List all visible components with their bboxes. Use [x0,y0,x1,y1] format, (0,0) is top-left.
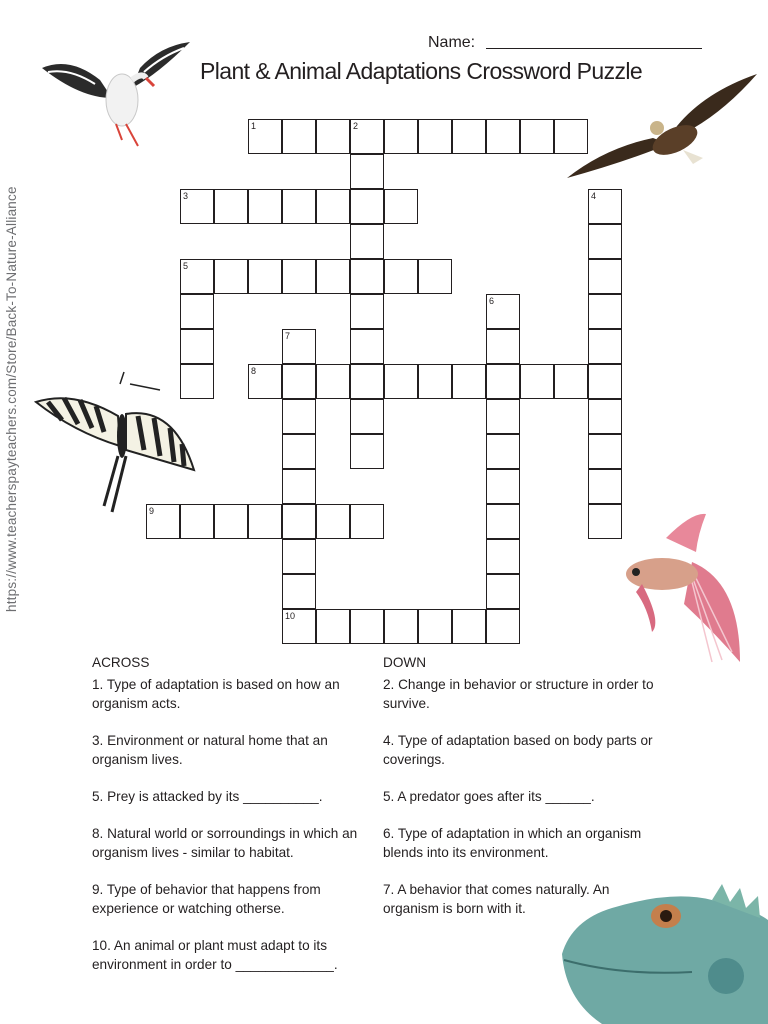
grid-cell[interactable] [452,609,486,644]
grid-cell[interactable] [350,329,384,364]
clue-number: 8 [251,366,257,376]
down-clue-2: 2. Change in behavior or structure in order to survive. [383,677,654,711]
grid-cell[interactable] [486,609,520,644]
across-heading: ACROSS [92,655,150,670]
grid-cell[interactable] [282,119,316,154]
grid-cell[interactable] [418,609,452,644]
grid-cell[interactable] [588,259,622,294]
grid-cell[interactable] [350,224,384,259]
grid-cell[interactable] [350,434,384,469]
across-clue-1: 1. Type of adaptation is based on how an organism acts. [92,677,340,711]
grid-cell[interactable] [282,399,316,434]
grid-cell[interactable] [486,399,520,434]
clue-number: 3 [183,191,189,201]
clue-number: 4 [591,191,597,201]
grid-cell[interactable] [316,609,350,644]
grid-cell[interactable] [588,399,622,434]
grid-cell[interactable] [282,574,316,609]
clue-number: 7 [285,331,291,341]
down-clue-5: 5. A predator goes after its ______. [383,789,595,804]
grid-cell[interactable] [418,119,452,154]
grid-cell[interactable] [282,364,316,399]
across-clue-10: 10. An animal or plant must adapt to its environment in order to _____________. [92,938,338,972]
grid-cell[interactable] [214,504,248,539]
grid-cell[interactable] [282,504,316,539]
grid-cell[interactable] [282,434,316,469]
name-label: Name: [428,34,476,51]
side-url: https://www.teacherspayteachers.com/Store/Back-To-Nature-Alliance [4,186,19,612]
down-clues [383,653,663,936]
clue-number: 2 [353,121,359,131]
grid-cell[interactable] [316,119,350,154]
down-clue-7: 7. A behavior that comes naturally. An organism is born with it. [383,882,610,916]
grid-cell[interactable] [384,259,418,294]
grid-cell[interactable] [316,364,350,399]
across-clues [92,653,372,992]
grid-cell[interactable] [418,364,452,399]
across-clue-9: 9. Type of behavior that happens from experience or watching otherse. [92,882,321,916]
grid-cell[interactable] [486,364,520,399]
grid-cell[interactable] [248,259,282,294]
grid-cell[interactable] [282,189,316,224]
grid-cell[interactable] [520,364,554,399]
grid-cell[interactable] [316,504,350,539]
grid-cell[interactable] [588,469,622,504]
grid-cell[interactable] [452,364,486,399]
grid-cell[interactable] [384,364,418,399]
grid-cell[interactable] [282,469,316,504]
down-clue-6: 6. Type of adaptation in which an organism blends into its environment. [383,826,642,860]
grid-cell[interactable] [350,609,384,644]
grid-cell[interactable] [588,329,622,364]
grid-cell[interactable] [588,434,622,469]
grid-cell[interactable] [384,189,418,224]
grid-cell[interactable] [588,294,622,329]
grid-cell[interactable] [248,189,282,224]
grid-cell[interactable] [486,329,520,364]
grid-cell[interactable] [350,154,384,189]
clue-number: 9 [149,506,155,516]
grid-cell[interactable] [316,259,350,294]
grid-cell[interactable] [384,119,418,154]
grid-cell[interactable] [588,364,622,399]
grid-cell[interactable] [282,539,316,574]
grid-cell[interactable] [520,119,554,154]
grid-cell[interactable] [486,469,520,504]
grid-cell[interactable] [588,504,622,539]
grid-cell[interactable] [486,504,520,539]
grid-cell[interactable] [180,364,214,399]
across-clue-8: 8. Natural world or sorroundings in which an organism lives - similar to habitat. [92,826,358,860]
grid-cell[interactable] [486,119,520,154]
grid-cell[interactable] [180,504,214,539]
grid-cell[interactable] [282,259,316,294]
grid-cell[interactable] [554,119,588,154]
grid-cell[interactable] [180,294,214,329]
grid-cell[interactable] [248,504,282,539]
grid-cell[interactable] [452,119,486,154]
clue-number: 10 [285,611,296,621]
across-clue-3: 3. Environment or natural home that an organism lives. [92,733,328,767]
grid-cell[interactable] [180,329,214,364]
grid-cell[interactable] [350,259,384,294]
grid-cell[interactable] [588,224,622,259]
grid-cell[interactable] [350,399,384,434]
grid-cell[interactable] [418,259,452,294]
grid-cell[interactable] [486,539,520,574]
grid-cell[interactable] [486,574,520,609]
grid-cell[interactable] [554,364,588,399]
across-clue-5: 5. Prey is attacked by its __________. [92,789,323,804]
grid-cell[interactable] [350,294,384,329]
grid-cell[interactable] [214,259,248,294]
grid-cell[interactable] [214,189,248,224]
grid-cell[interactable] [350,189,384,224]
grid-cell[interactable] [350,504,384,539]
down-heading: DOWN [383,655,427,670]
clue-number: 5 [183,261,189,271]
page-title: Plant & Animal Adaptations Crossword Puzzle [200,58,643,84]
grid-cell[interactable] [486,434,520,469]
grid-cell[interactable] [384,609,418,644]
down-clue-4: 4. Type of adaptation based on body parts or coverings. [383,733,653,767]
grid-cell[interactable] [316,189,350,224]
clue-number: 6 [489,296,495,306]
clue-number: 1 [251,121,257,131]
grid-cell[interactable] [350,364,384,399]
